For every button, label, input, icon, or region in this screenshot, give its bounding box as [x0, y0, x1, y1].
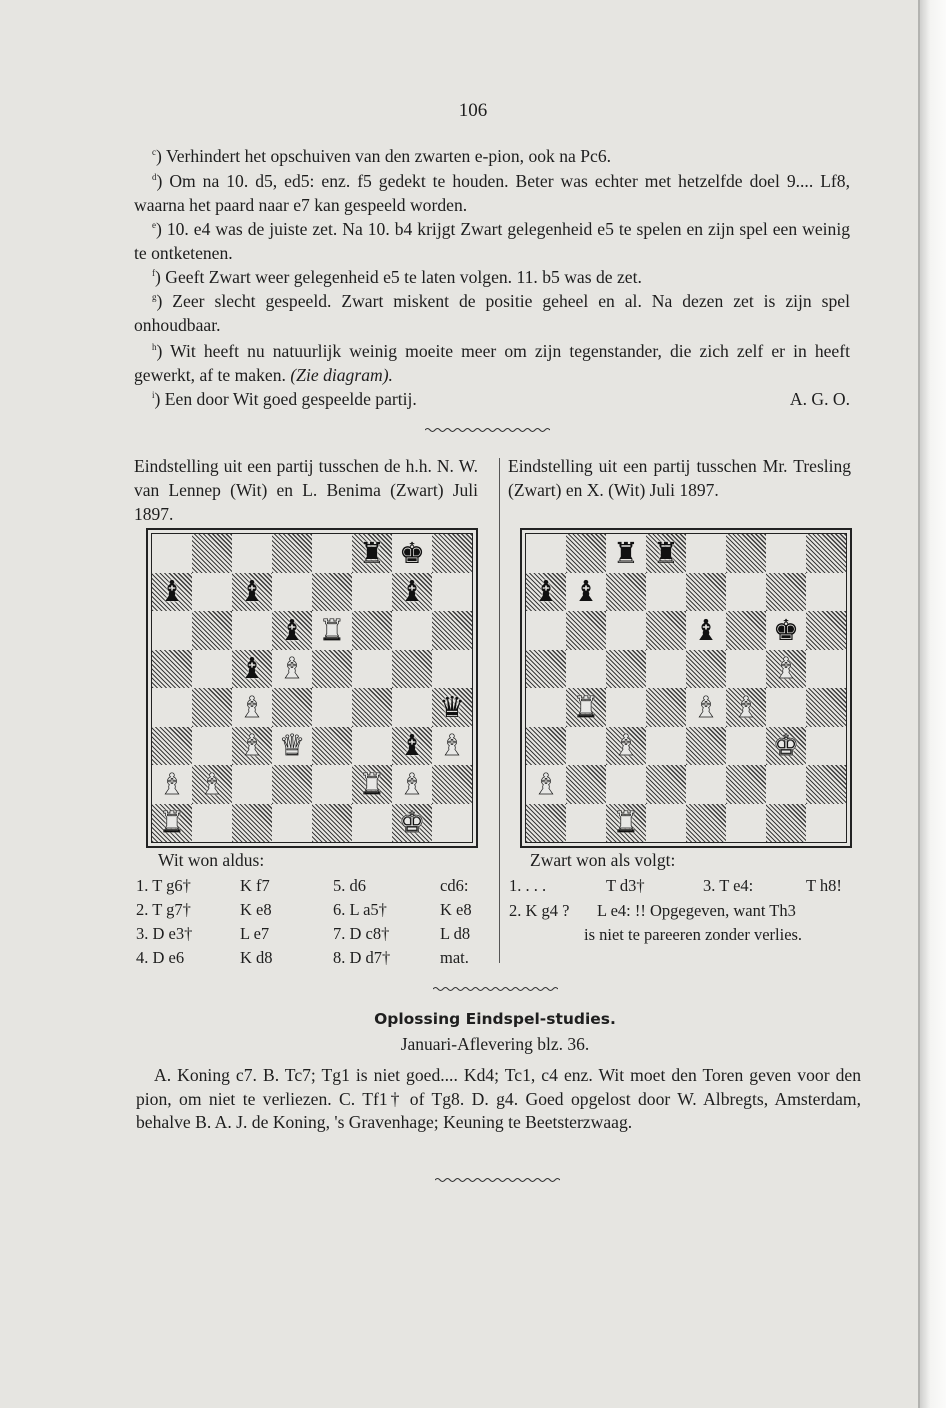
- board-square: [312, 611, 352, 650]
- board-square: [432, 804, 472, 843]
- board-square: [152, 534, 192, 573]
- left-move-cell: 1. T g6†: [136, 876, 191, 895]
- board-square: [392, 534, 432, 573]
- black-rook-icon: ♜: [359, 535, 385, 570]
- white-king-icon: ♚: [773, 728, 799, 763]
- board-square: [312, 534, 352, 573]
- board-square: [526, 573, 566, 612]
- board-square: [526, 534, 566, 573]
- board-square: [192, 650, 232, 689]
- board-square: [432, 534, 472, 573]
- black-bishop-icon: ♝: [573, 574, 599, 609]
- board-square: [606, 534, 646, 573]
- board-square: [392, 765, 432, 804]
- board-square: [432, 765, 472, 804]
- board-square: [432, 688, 472, 727]
- left-move-cell: 8. D d7†: [333, 948, 391, 967]
- left-move-cell: 7. D c8†: [333, 924, 390, 943]
- board-square: [232, 804, 272, 843]
- left-move-cell: 6. L a5†: [333, 900, 387, 919]
- white-bishop-icon: ♝: [239, 728, 265, 763]
- board-square: [566, 804, 606, 843]
- board-square: [806, 650, 846, 689]
- board-square: [566, 688, 606, 727]
- right-move-2: 2. K g4 ?: [509, 901, 570, 920]
- left-move-cell: 2. T g7†: [136, 900, 191, 919]
- note-f: $^f$) Geeft Zwart weer gelegenheid e5 te laten volgen. 11. b5 was de zet.: [152, 267, 642, 287]
- board-square: [152, 688, 192, 727]
- board-square: [192, 573, 232, 612]
- board-square: [272, 804, 312, 843]
- board-square: [646, 611, 686, 650]
- page-edge: [920, 0, 946, 1408]
- board-square: [352, 804, 392, 843]
- right-move-2-black: L e4: !! Opgegeven, want Th3: [597, 901, 796, 920]
- white-queen-icon: ♛: [279, 728, 305, 763]
- board-square: [432, 727, 472, 766]
- board-square: [432, 573, 472, 612]
- white-rook-icon: ♜: [319, 612, 345, 647]
- board-square: [726, 611, 766, 650]
- solutions-subtitle: Januari-Aflevering blz. 36.: [400, 1034, 590, 1054]
- note-i: $^i$) Een door Wit goed gespeelde partij. A. G. O.: [134, 388, 850, 412]
- board-square: [392, 688, 432, 727]
- board-square: [646, 688, 686, 727]
- board-square: [152, 611, 192, 650]
- board-square: [806, 534, 846, 573]
- board-square: [432, 650, 472, 689]
- board-square: [232, 688, 272, 727]
- black-bishop-icon: ♝: [399, 728, 425, 763]
- black-bishop-icon: ♝: [239, 651, 265, 686]
- board-square: [232, 727, 272, 766]
- board-square: [232, 534, 272, 573]
- board-square: [766, 804, 806, 843]
- black-king-icon: ♚: [399, 535, 425, 570]
- left-move-cell: K d8: [240, 948, 273, 967]
- white-bishop-icon: ♝: [399, 766, 425, 801]
- note-h: $^h$) Wit heeft nu natuurlijk weinig moeite meer om zijn tegenstander, die zich zelf er in heeft gewerkt, af te maken. (Zie diagram).: [134, 341, 850, 385]
- white-bishop-icon: ♝: [613, 728, 639, 763]
- board-square: [152, 804, 192, 843]
- board-square: [566, 573, 606, 612]
- black-bishop-icon: ♝: [159, 574, 185, 609]
- white-bishop-icon: ♝: [159, 766, 185, 801]
- right-intro: Eindstelling uit een partij tusschen Mr. Tresling (Zwart) en X. (Wit) Juli 1897.: [508, 456, 851, 500]
- left-move-cell: 3. D e3†: [136, 924, 193, 943]
- board-square: [152, 765, 192, 804]
- white-bishop-icon: ♝: [773, 651, 799, 686]
- board-square: [352, 573, 392, 612]
- right-move-3-black: T h8!: [806, 876, 842, 895]
- board-square: [686, 573, 726, 612]
- board-square: [686, 688, 726, 727]
- solutions-title: Oplossing Eindspel-studies.: [374, 1010, 616, 1028]
- board-square: [352, 688, 392, 727]
- black-king-icon: ♚: [773, 612, 799, 647]
- board-square: [806, 611, 846, 650]
- black-rook-icon: ♜: [613, 535, 639, 570]
- board-square: [272, 573, 312, 612]
- board-square: [806, 727, 846, 766]
- board-square: [686, 534, 726, 573]
- right-chess-board: [520, 528, 852, 848]
- board-square: [686, 804, 726, 843]
- board-square: [526, 650, 566, 689]
- right-move-note: is niet te pareeren zonder verlies.: [584, 925, 803, 944]
- diagram-reference: (Zie diagram).: [290, 364, 393, 385]
- board-square: [392, 611, 432, 650]
- board-square: [806, 804, 846, 843]
- right-move-1-black: T d3†: [606, 876, 645, 895]
- board-square: [806, 573, 846, 612]
- board-square: [686, 765, 726, 804]
- board-square: [192, 688, 232, 727]
- note-e: $^e$) 10. e4 was de juiste zet. Na 10. b4 krijgt Zwart gelegenheid e5 te spelen en zijn spel een weinig te ontketenen.: [134, 219, 850, 263]
- white-rook-icon: ♜: [613, 805, 639, 840]
- left-move-cell: L e7: [240, 924, 270, 943]
- board-square: [566, 611, 606, 650]
- board-square: [566, 727, 606, 766]
- board-square: [566, 765, 606, 804]
- board-square: [272, 650, 312, 689]
- board-square: [566, 534, 606, 573]
- left-move-cell: 5. d6: [333, 876, 366, 895]
- board-square: [312, 765, 352, 804]
- board-square: [312, 573, 352, 612]
- left-move-cell: mat.: [440, 948, 469, 967]
- board-square: [646, 573, 686, 612]
- board-square: [606, 688, 646, 727]
- board-square: [766, 650, 806, 689]
- white-rook-icon: ♜: [573, 689, 599, 724]
- board-square: [766, 573, 806, 612]
- left-move-cell: 4. D e6: [136, 948, 185, 967]
- page-number: 106: [458, 100, 488, 121]
- board-square: [766, 611, 806, 650]
- black-bishop-icon: ♝: [279, 612, 305, 647]
- board-square: [192, 765, 232, 804]
- left-moves-heading: Wit won aldus:: [158, 850, 265, 870]
- board-square: [392, 650, 432, 689]
- board-square: [566, 650, 606, 689]
- black-bishop-icon: ♝: [693, 612, 719, 647]
- white-bishop-icon: ♝: [279, 651, 305, 686]
- board-square: [352, 765, 392, 804]
- white-rook-icon: ♜: [359, 766, 385, 801]
- board-square: [766, 688, 806, 727]
- board-square: [646, 765, 686, 804]
- solutions-text: A. Koning c7. B. Tc7; Tg1 is niet goed.... Kd4; Tc1, c4 enz. Wit moet den Toren geven voor den pion, om niet te verliezen. C. Tf1† of Tg8. D. g4. Goed opgelost door W. Albregts, Amsterdam, behalve B. A. J. de Koning, 's Gravenhage; Keuning te Beetsterzwaag.: [136, 1065, 861, 1132]
- wavy-separator: [435, 1176, 560, 1184]
- board-square: [312, 650, 352, 689]
- black-bishop-icon: ♝: [399, 574, 425, 609]
- board-square: [232, 611, 272, 650]
- board-square: [526, 804, 566, 843]
- board-square: [272, 611, 312, 650]
- board-square: [526, 611, 566, 650]
- left-move-cell: K e8: [240, 900, 272, 919]
- black-queen-icon: ♛: [439, 689, 465, 724]
- board-square: [606, 611, 646, 650]
- board-square: [766, 534, 806, 573]
- board-square: [726, 804, 766, 843]
- board-square: [272, 688, 312, 727]
- right-move-3: 3. T e4:: [703, 876, 754, 895]
- wavy-separator: [433, 985, 558, 993]
- board-square: [232, 765, 272, 804]
- left-chess-board: [146, 528, 478, 848]
- board-square: [726, 765, 766, 804]
- board-square: [806, 688, 846, 727]
- board-square: [272, 534, 312, 573]
- note-c: $^c$) Verhindert het opschuiven van den zwarten e-pion, ook na Pc6.: [152, 146, 612, 166]
- board-square: [232, 650, 272, 689]
- left-move-cell: cd6:: [440, 876, 469, 895]
- white-bishop-icon: ♝: [239, 689, 265, 724]
- board-square: [726, 534, 766, 573]
- board-square: [272, 727, 312, 766]
- board-square: [192, 727, 232, 766]
- board-square: [192, 534, 232, 573]
- board-square: [312, 804, 352, 843]
- board-square: [686, 611, 726, 650]
- board-square: [392, 727, 432, 766]
- board-square: [766, 765, 806, 804]
- wavy-separator: [425, 426, 550, 434]
- board-square: [352, 534, 392, 573]
- note-d: $^d$) Om na 10. d5, ed5: enz. f5 gedekt te houden. Beter was echter met hetzelfde doel 9.... Lf8, waarna het paard naar e7 kan gespeeld worden.: [134, 171, 850, 215]
- left-move-cell: K e8: [440, 900, 472, 919]
- black-bishop-icon: ♝: [239, 574, 265, 609]
- board-square: [686, 650, 726, 689]
- left-move-cell: L d8: [440, 924, 471, 943]
- board-square: [606, 765, 646, 804]
- board-square: [646, 727, 686, 766]
- board-square: [726, 573, 766, 612]
- white-bishop-icon: ♝: [733, 689, 759, 724]
- left-intro: Eindstelling uit een partij tusschen de h.h. N. W. van Lennep (Wit) en L. Benima (Zwart) Juli 1897.: [134, 456, 478, 524]
- board-square: [606, 727, 646, 766]
- left-move-cell: K f7: [240, 876, 270, 895]
- board-square: [766, 727, 806, 766]
- board-square: [232, 573, 272, 612]
- board-square: [352, 611, 392, 650]
- board-square: [192, 804, 232, 843]
- board-square: [432, 611, 472, 650]
- right-moves-heading: Zwart won als volgt:: [530, 850, 676, 870]
- right-move-1: 1. . . .: [509, 876, 547, 895]
- note-g: $^g$) Zeer slecht gespeeld. Zwart miskent de positie geheel en al. Na dezen zet is zijn spel onhoudbaar.: [134, 291, 850, 335]
- white-bishop-icon: ♝: [533, 766, 559, 801]
- board-square: [806, 765, 846, 804]
- board-square: [152, 573, 192, 612]
- board-square: [726, 727, 766, 766]
- black-rook-icon: ♜: [653, 535, 679, 570]
- white-king-icon: ♚: [399, 805, 425, 840]
- board-square: [526, 765, 566, 804]
- board-square: [686, 727, 726, 766]
- board-square: [646, 650, 686, 689]
- board-square: [606, 804, 646, 843]
- board-square: [646, 534, 686, 573]
- board-square: [726, 650, 766, 689]
- board-square: [646, 804, 686, 843]
- white-rook-icon: ♜: [159, 805, 185, 840]
- board-square: [152, 650, 192, 689]
- black-bishop-icon: ♝: [533, 574, 559, 609]
- board-square: [352, 727, 392, 766]
- board-square: [312, 727, 352, 766]
- board-square: [606, 650, 646, 689]
- board-square: [192, 611, 232, 650]
- white-bishop-icon: ♝: [439, 728, 465, 763]
- white-bishop-icon: ♝: [199, 766, 225, 801]
- board-square: [152, 727, 192, 766]
- white-bishop-icon: ♝: [693, 689, 719, 724]
- board-square: [606, 573, 646, 612]
- column-divider: [499, 458, 500, 963]
- board-square: [312, 688, 352, 727]
- board-square: [352, 650, 392, 689]
- board-square: [726, 688, 766, 727]
- board-square: [526, 688, 566, 727]
- board-square: [526, 727, 566, 766]
- board-square: [392, 804, 432, 843]
- signature: A. G. O.: [789, 389, 850, 409]
- board-square: [272, 765, 312, 804]
- board-square: [392, 573, 432, 612]
